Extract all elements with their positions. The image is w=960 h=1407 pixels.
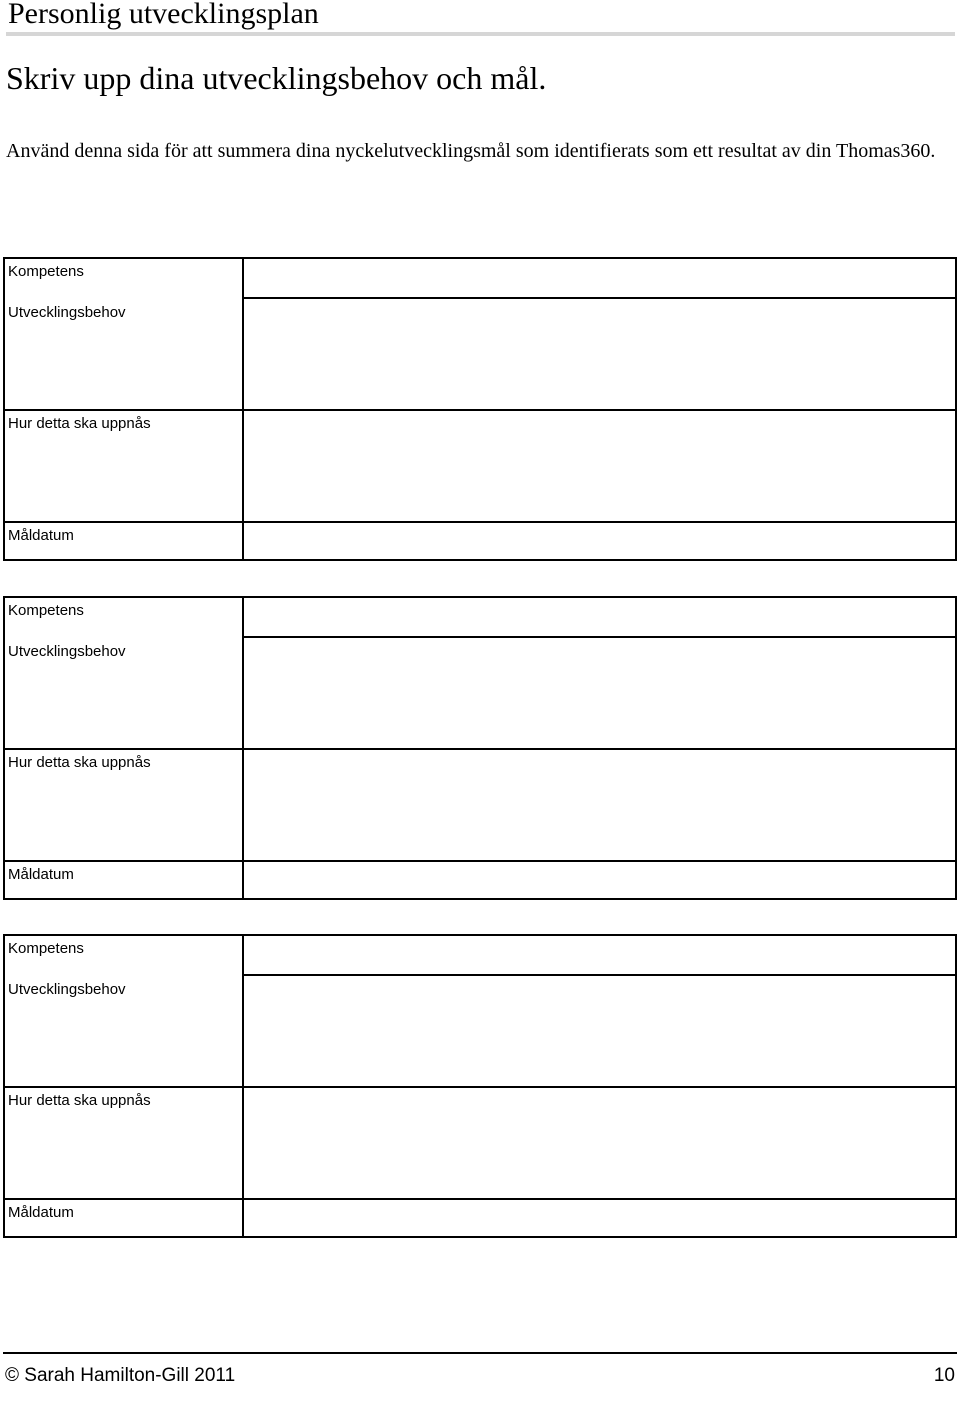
how-achieved-label: Hur detta ska uppnås bbox=[8, 754, 151, 771]
development-plan-block-1 bbox=[3, 257, 957, 561]
development-need-label: Utvecklingsbehov bbox=[8, 643, 126, 660]
development-need-label: Utvecklingsbehov bbox=[8, 981, 126, 998]
how-achieved-label: Hur detta ska uppnås bbox=[8, 415, 151, 432]
target-date-field[interactable] bbox=[244, 862, 955, 900]
development-need-label: Utvecklingsbehov bbox=[8, 304, 126, 321]
page-heading: Skriv upp dina utvecklingsbehov och mål. bbox=[6, 60, 547, 96]
competence-label: Kompetens bbox=[8, 602, 84, 619]
competence-label: Kompetens bbox=[8, 263, 84, 280]
target-date-label: Måldatum bbox=[8, 866, 74, 883]
intro-paragraph: Använd denna sida för att summera dina nyckelutvecklingsmål som identifierats som ett resultat av din Thomas360. bbox=[6, 140, 936, 162]
development-need-field[interactable] bbox=[244, 638, 955, 748]
how-achieved-field[interactable] bbox=[244, 750, 955, 860]
competence-label: Kompetens bbox=[8, 940, 84, 957]
how-achieved-field[interactable] bbox=[244, 1088, 955, 1198]
target-date-field[interactable] bbox=[244, 1200, 955, 1238]
footer-copyright: © Sarah Hamilton-Gill 2011 bbox=[5, 1365, 236, 1386]
competence-field[interactable] bbox=[244, 259, 955, 297]
footer-divider bbox=[3, 1352, 957, 1354]
how-achieved-label: Hur detta ska uppnås bbox=[8, 1092, 151, 1109]
competence-field[interactable] bbox=[244, 936, 955, 974]
document-title: Personlig utvecklingsplan bbox=[8, 0, 319, 30]
how-achieved-field[interactable] bbox=[244, 411, 955, 521]
target-date-label: Måldatum bbox=[8, 527, 74, 544]
target-date-field[interactable] bbox=[244, 523, 955, 561]
title-divider bbox=[6, 32, 955, 36]
target-date-label: Måldatum bbox=[8, 1204, 74, 1221]
page-number: 10 bbox=[933, 1365, 955, 1386]
development-plan-block-3 bbox=[3, 934, 957, 1238]
development-need-field[interactable] bbox=[244, 976, 955, 1086]
development-plan-block-2 bbox=[3, 596, 957, 900]
competence-field[interactable] bbox=[244, 598, 955, 636]
development-need-field[interactable] bbox=[244, 299, 955, 409]
